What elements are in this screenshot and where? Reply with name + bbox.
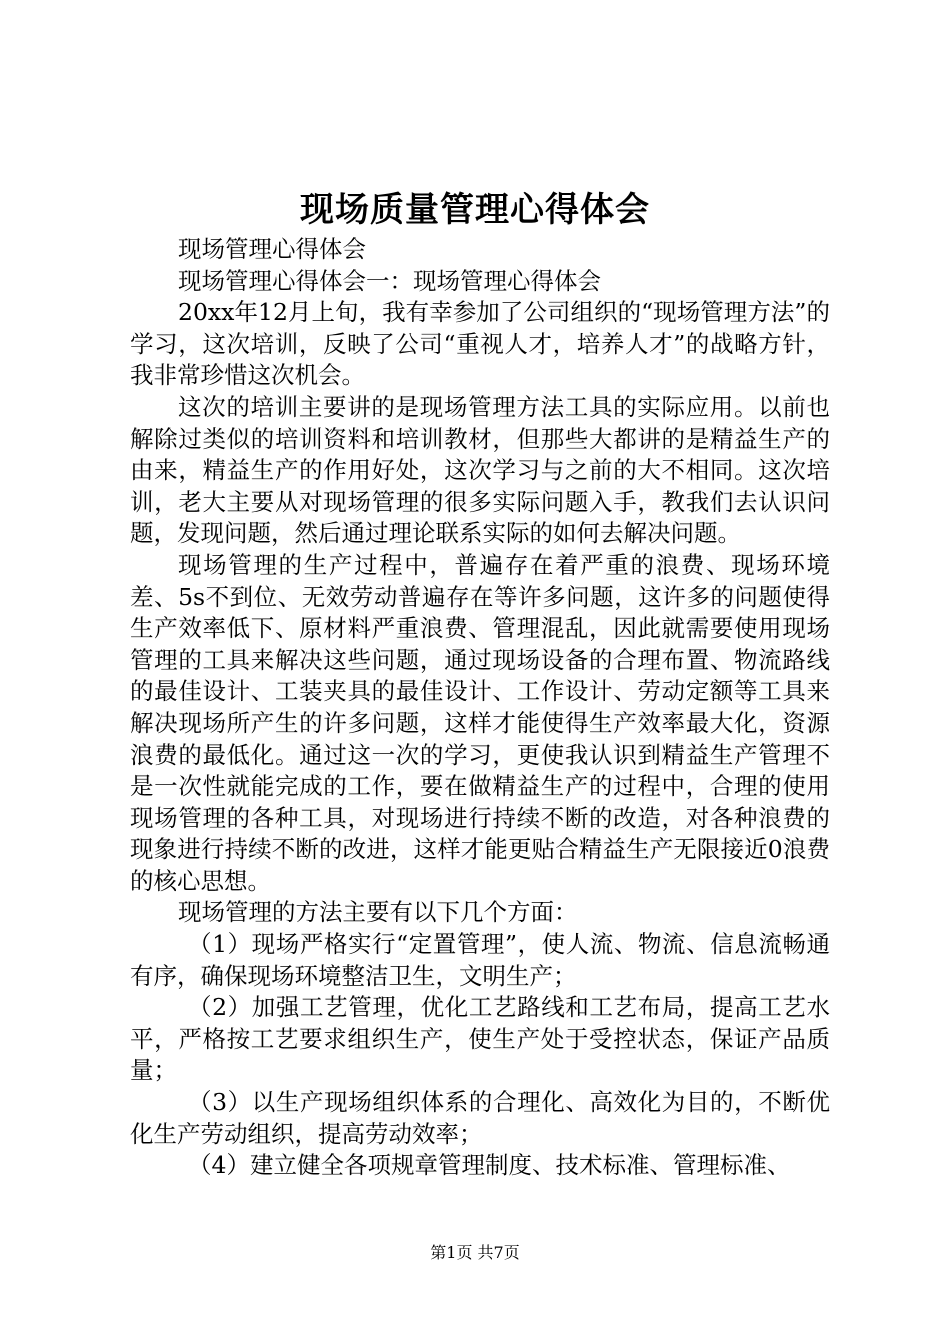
paragraph-training: 这次的培训主要讲的是现场管理方法工具的实际应用。以前也解除过类似的培训资料和培训教材，但那些大都讲的是精益生产的由来，精益生产的作用好处，这次学习与之前的大不相同。这次培训，老大主要从对现场管理的很多实际问题入手，教我们去认识问题，发现问题，然后通过理论联系实际的如何去解决问题。 xyxy=(130,392,830,548)
list-item-1: （1）现场严格实行“定置管理”，使人流、物流、信息流畅通有序，确保现场环境整洁卫生，文明生产； xyxy=(130,930,830,990)
paragraph-subtitle: 现场管理心得体会 xyxy=(178,235,366,263)
document-title: 现场质量管理心得体会 xyxy=(300,190,650,230)
list-item-4: （4）建立健全各项规章管理制度、技术标准、管理标准、 xyxy=(188,1151,791,1180)
paragraph-section-heading: 现场管理心得体会一：现场管理心得体会 xyxy=(178,266,601,295)
paragraph-methods-lead: 现场管理的方法主要有以下几个方面： xyxy=(178,898,578,927)
list-item-3: （3）以生产现场组织体系的合理化、高效化为目的，不断优化生产劳动组织，提高劳动效率； xyxy=(130,1088,830,1148)
paragraph-intro: 20xx年12月上旬，我有幸参加了公司组织的“现场管理方法”的学习，这次培训，反映了公司“重视人才，培养人才”的战略方针，我非常珍惜这次机会。 xyxy=(130,298,830,390)
page-footer: 第1页 共7页 xyxy=(430,1243,520,1262)
list-item-2: （2）加强工艺管理，优化工艺路线和工艺布局，提高工艺水平，严格按工艺要求组织生产，使生产处于受控状态，保证产品质量； xyxy=(130,993,830,1085)
paragraph-problems: 现场管理的生产过程中，普遍存在着严重的浪费、现场环境差、5s不到位、无效劳动普遍存在等许多问题，这许多的问题使得生产效率低下、原材料严重浪费、管理混乱，因此就需要使用现场管理的工具来解决这些问题，通过现场设备的合理布置、物流路线的最佳设计、工装夹具的最佳设计、工作设计、劳动定额等工具来解决现场所产生的许多问题，这样才能使得生产效率最大化，资源浪费的最低化。通过这一次的学习，更使我认识到精益生产管理不是一次性就能完成的工作，要在做精益生产的过程中，合理的使用现场管理的各种工具，对现场进行持续不断的改造，对各种浪费的现象进行持续不断的改进，这样才能更贴合精益生产无限接近0浪费的核心思想。 xyxy=(130,550,830,895)
document-body xyxy=(130,234,830,1182)
